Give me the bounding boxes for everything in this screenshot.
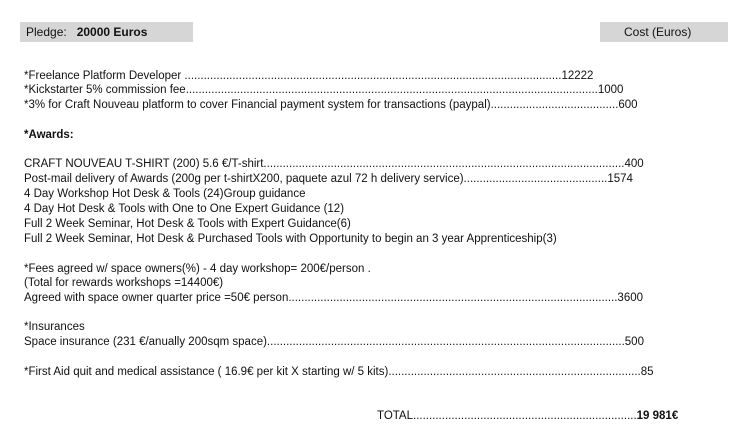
line-kickstarter-fee: *Kickstarter 5% commission fee.................................................................................................................................1000 — [24, 84, 624, 96]
line-post-mail: Post-mail delivery of Awards (200g per t-shirtX200, paquete azul 72 h delivery service).............................................1574 — [24, 173, 633, 185]
pledge-header-box — [20, 22, 193, 42]
cost-header-box — [600, 22, 728, 42]
line-2week-expert: Full 2 Week Seminar, Hot Desk & Tools with Expert Guidance(6) — [24, 218, 351, 230]
line-4day-one-to-one: 4 Day Hot Desk & Tools with One to One Expert Guidance (12) — [24, 203, 345, 215]
pledge-label: Pledge: — [26, 25, 67, 39]
cost-label: Cost (Euros) — [624, 25, 692, 39]
total-row — [377, 409, 678, 423]
line-2week-apprenticeship: Full 2 Week Seminar, Hot Desk & Purchased Tools with Opportunity to begin an 3 year Apprenticeship(3) — [24, 233, 557, 245]
line-space-insurance: Space insurance (231 €/anually 200sqm space)................................................................................................................500 — [24, 336, 644, 348]
line-total-rewards: (Total for rewards workshops =14400€) — [24, 277, 224, 289]
line-freelance-developer: *Freelance Platform Developer ......................................................................................................................12222 — [24, 70, 594, 82]
pledge-value: 20000 Euros — [76, 25, 148, 39]
total-label: TOTAL...................................................................... — [377, 410, 637, 422]
line-tshirt: CRAFT NOUVEAU T-SHIRT (200) 5.6 €/T-shirt.................................................................................................................400 — [24, 158, 644, 170]
line-craft-nouveau-fee: *3% for Craft Nouveau platform to cover Financial payment system for transactions (paypal)........................................600 — [24, 99, 638, 111]
line-first-aid: *First Aid quit and medical assistance ( 16.9€ per kit X starting w/ 5 kits)...............................................................................85 — [24, 366, 654, 378]
insurances-heading: *Insurances — [24, 321, 85, 333]
line-4day-group: 4 Day Workshop Hot Desk & Tools (24)Group guidance — [24, 188, 306, 200]
total-value: 19 981€ — [636, 410, 679, 422]
line-quarter-price: Agreed with space owner quarter price =50€ person.......................................................................................................3600 — [24, 292, 644, 304]
line-fees-agreed: *Fees agreed w/ space owners(%) - 4 day workshop= 200€/person . — [24, 263, 371, 275]
awards-heading: *Awards: — [24, 129, 74, 141]
